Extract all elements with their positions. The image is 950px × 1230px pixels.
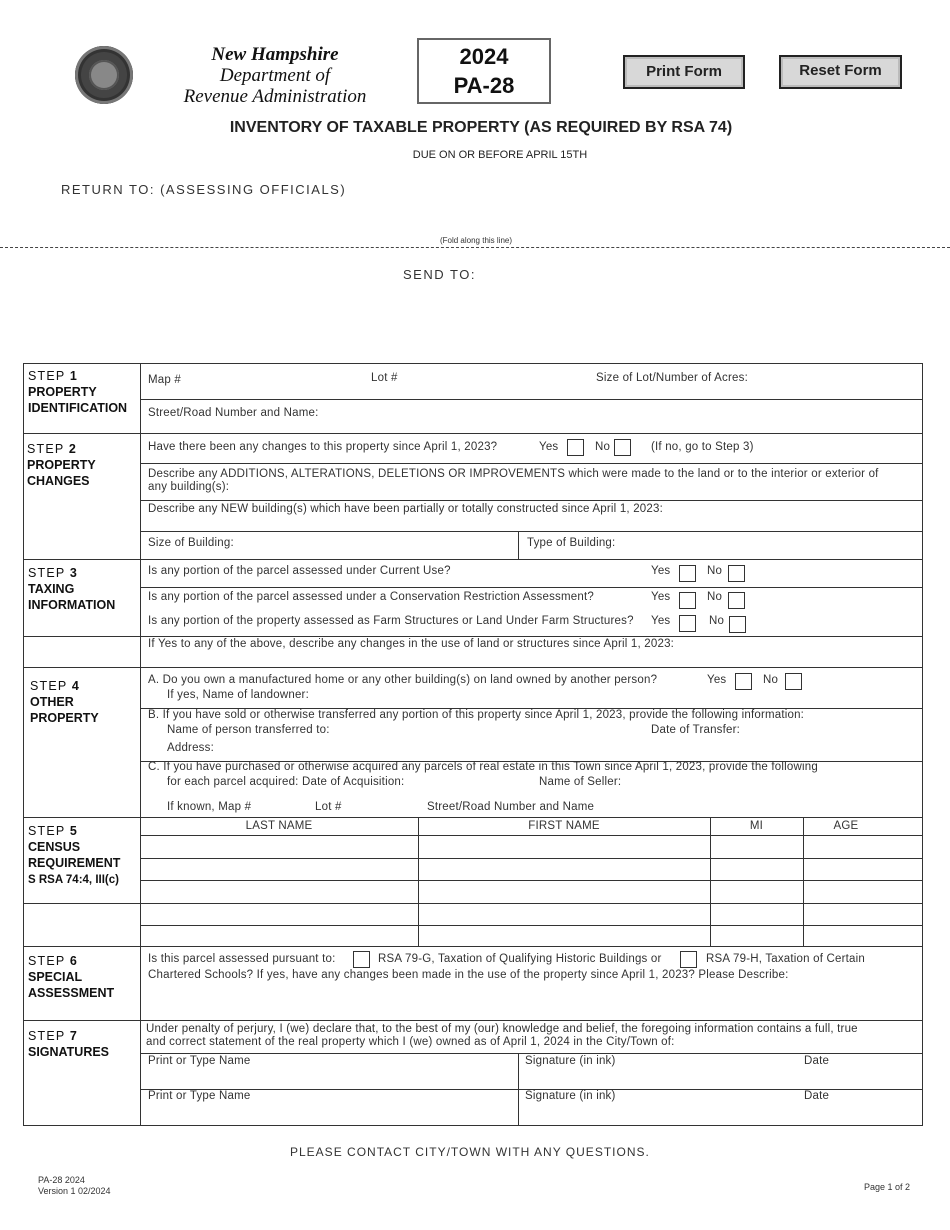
conservation-no-label: No xyxy=(707,591,723,603)
footer-form-code: PA-28 2024 xyxy=(38,1175,85,1185)
building-type-field[interactable]: Type of Building: xyxy=(527,537,616,549)
seller-name-field[interactable]: Name of Seller: xyxy=(539,776,622,788)
print-form-button[interactable]: Print Form xyxy=(623,55,745,89)
landowner-field[interactable]: If yes, Name of landowner: xyxy=(167,689,309,701)
agency-state: New Hampshire xyxy=(211,44,339,65)
reset-form-button[interactable]: Reset Form xyxy=(779,55,902,89)
agency-dept: Department of xyxy=(219,65,331,86)
street-field[interactable]: Street/Road Number and Name: xyxy=(148,407,319,419)
census-col-mi: MI xyxy=(749,820,764,832)
additions-question-cont: any building(s): xyxy=(148,481,230,493)
step5-label: STEP 5 CENSUS REQUIREMENT S RSA 74:4, III(c) xyxy=(28,824,121,886)
form-title: INVENTORY OF TAXABLE PROPERTY (AS REQUIRED BY RSA 74) xyxy=(229,119,733,136)
transferee-address-field[interactable]: Address: xyxy=(167,742,214,754)
farm-yes-checkbox[interactable] xyxy=(679,615,696,632)
conservation-no-checkbox[interactable] xyxy=(728,592,745,609)
manufactured-no-label: No xyxy=(763,674,779,686)
acquisition-date-field[interactable]: for each parcel acquired: Date of Acquisition: xyxy=(167,776,405,788)
acquired-street-field[interactable]: Street/Road Number and Name xyxy=(427,801,595,813)
current-use-yes-label: Yes xyxy=(651,565,671,577)
agency-name xyxy=(165,44,385,107)
fold-line xyxy=(0,247,950,248)
changes-no-checkbox[interactable] xyxy=(614,439,631,456)
current-use-yes-checkbox[interactable] xyxy=(679,565,696,582)
rsa-79h-label: RSA 79-H, Taxation of Certain xyxy=(706,953,866,965)
print-name-field-2[interactable]: Print or Type Name xyxy=(148,1090,251,1102)
rsa-79g-label: RSA 79-G, Taxation of Qualifying Historic Buildings or xyxy=(378,953,662,965)
declaration-text: Under penalty of perjury, I (we) declare that, to the best of my (our) knowledge and belief, the foregoing information contains a full, true xyxy=(146,1023,858,1035)
page-number: Page 1 of 2 xyxy=(864,1182,911,1192)
taxing-changes-field[interactable]: If Yes to any of the above, describe any changes in the use of land or structures since April 1, 2023: xyxy=(148,638,675,650)
step6-label: STEP 6 SPECIAL ASSESSMENT xyxy=(28,954,115,1000)
census-col-age: AGE xyxy=(833,820,859,832)
step2-label: STEP 2 PROPERTY CHANGES xyxy=(27,442,96,488)
footer-version: Version 1 02/2024 xyxy=(38,1186,111,1196)
print-name-field-1[interactable]: Print or Type Name xyxy=(148,1055,251,1067)
manufactured-home-question: A. Do you own a manufactured home or any other building(s) on land owned by another person? xyxy=(148,674,658,686)
fold-label: (Fold along this line) xyxy=(0,236,950,245)
conservation-yes-label: Yes xyxy=(651,591,671,603)
current-use-no-checkbox[interactable] xyxy=(728,565,745,582)
form-year: 2024 xyxy=(459,44,509,69)
special-assessment-describe[interactable]: Chartered Schools? If yes, have any changes been made in the use of the property since April 1, 2023? Please Describe: xyxy=(148,969,789,981)
acquired-lot-field[interactable]: Lot # xyxy=(315,801,342,813)
farm-structures-question: Is any portion of the property assessed as Farm Structures or Land Under Farm Structures? xyxy=(148,615,634,627)
signature-field-2[interactable]: Signature (in ink) xyxy=(525,1090,616,1102)
acquired-map-field[interactable]: If known, Map # xyxy=(167,801,252,813)
current-use-no-label: No xyxy=(707,565,723,577)
farm-yes-label: Yes xyxy=(651,615,671,627)
form-id-box xyxy=(417,38,551,104)
manufactured-yes-checkbox[interactable] xyxy=(735,673,752,690)
step4-label: STEP 4 OTHER PROPERTY xyxy=(30,679,99,725)
additions-question[interactable]: Describe any ADDITIONS, ALTERATIONS, DELETIONS OR IMPROVEMENTS which were made to the land or to the interior or exterior of xyxy=(148,468,879,480)
date-field-1[interactable]: Date xyxy=(804,1055,830,1067)
contact-note: PLEASE CONTACT CITY/TOWN WITH ANY QUESTIONS. xyxy=(290,1145,650,1159)
manufactured-yes-label: Yes xyxy=(707,674,727,686)
date-field-2[interactable]: Date xyxy=(804,1090,830,1102)
declaration-text-cont[interactable]: and correct statement of the real property which I (we) owned as of April 1, 2024 in the City/Town of: xyxy=(146,1036,675,1048)
census-table-rows[interactable] xyxy=(141,836,922,946)
changes-yes-label: Yes xyxy=(539,441,559,453)
changes-question: Have there been any changes to this property since April 1, 2023? xyxy=(148,441,498,453)
lot-size-field[interactable]: Size of Lot/Number of Acres: xyxy=(596,372,748,384)
acquisition-question: C. If you have purchased or otherwise acquired any parcels of real estate in this Town since April 1, 2023, provide the following xyxy=(148,761,818,773)
step3-label: STEP 3 TAXING INFORMATION xyxy=(28,566,116,612)
map-field[interactable]: Map # xyxy=(148,374,181,386)
manufactured-no-checkbox[interactable] xyxy=(785,673,802,690)
farm-no-label: No xyxy=(709,615,725,627)
rsa-79g-checkbox[interactable] xyxy=(353,951,370,968)
changes-no-label: No xyxy=(595,441,611,453)
new-buildings-question[interactable]: Describe any NEW building(s) which have been partially or totally constructed since April 1, 2023: xyxy=(148,503,663,515)
send-to-label: SEND TO: xyxy=(403,267,476,282)
form-code: PA-28 xyxy=(453,73,515,98)
special-assessment-question: Is this parcel assessed pursuant to: xyxy=(148,953,336,965)
farm-no-checkbox[interactable] xyxy=(729,616,746,633)
building-size-field[interactable]: Size of Building: xyxy=(148,537,234,549)
changes-yes-checkbox[interactable] xyxy=(567,439,584,456)
transfer-date-field[interactable]: Date of Transfer: xyxy=(651,724,741,736)
lot-field[interactable]: Lot # xyxy=(371,372,398,384)
signature-field-1[interactable]: Signature (in ink) xyxy=(525,1055,616,1067)
conservation-question: Is any portion of the parcel assessed under a Conservation Restriction Assessment? xyxy=(148,591,594,603)
return-to-label: RETURN TO: (ASSESSING OFFICIALS) xyxy=(61,182,347,197)
step1-label: STEP 1 PROPERTY IDENTIFICATION xyxy=(28,369,128,415)
due-date: DUE ON OR BEFORE APRIL 15TH xyxy=(412,149,588,161)
transfer-question: B. If you have sold or otherwise transferred any portion of this property since April 1, 2023, provide the following information: xyxy=(148,709,805,721)
transferee-name-field[interactable]: Name of person transferred to: xyxy=(167,724,330,736)
changes-if-no-note: (If no, go to Step 3) xyxy=(651,441,754,453)
census-col-last-name: LAST NAME xyxy=(245,820,313,832)
rsa-79h-checkbox[interactable] xyxy=(680,951,697,968)
census-col-first-name: FIRST NAME xyxy=(528,820,600,832)
step7-label: STEP 7 SIGNATURES xyxy=(28,1029,110,1059)
agency-division: Revenue Administration xyxy=(183,86,367,107)
conservation-yes-checkbox[interactable] xyxy=(679,592,696,609)
state-seal-icon xyxy=(75,46,133,104)
current-use-question: Is any portion of the parcel assessed under Current Use? xyxy=(148,565,451,577)
